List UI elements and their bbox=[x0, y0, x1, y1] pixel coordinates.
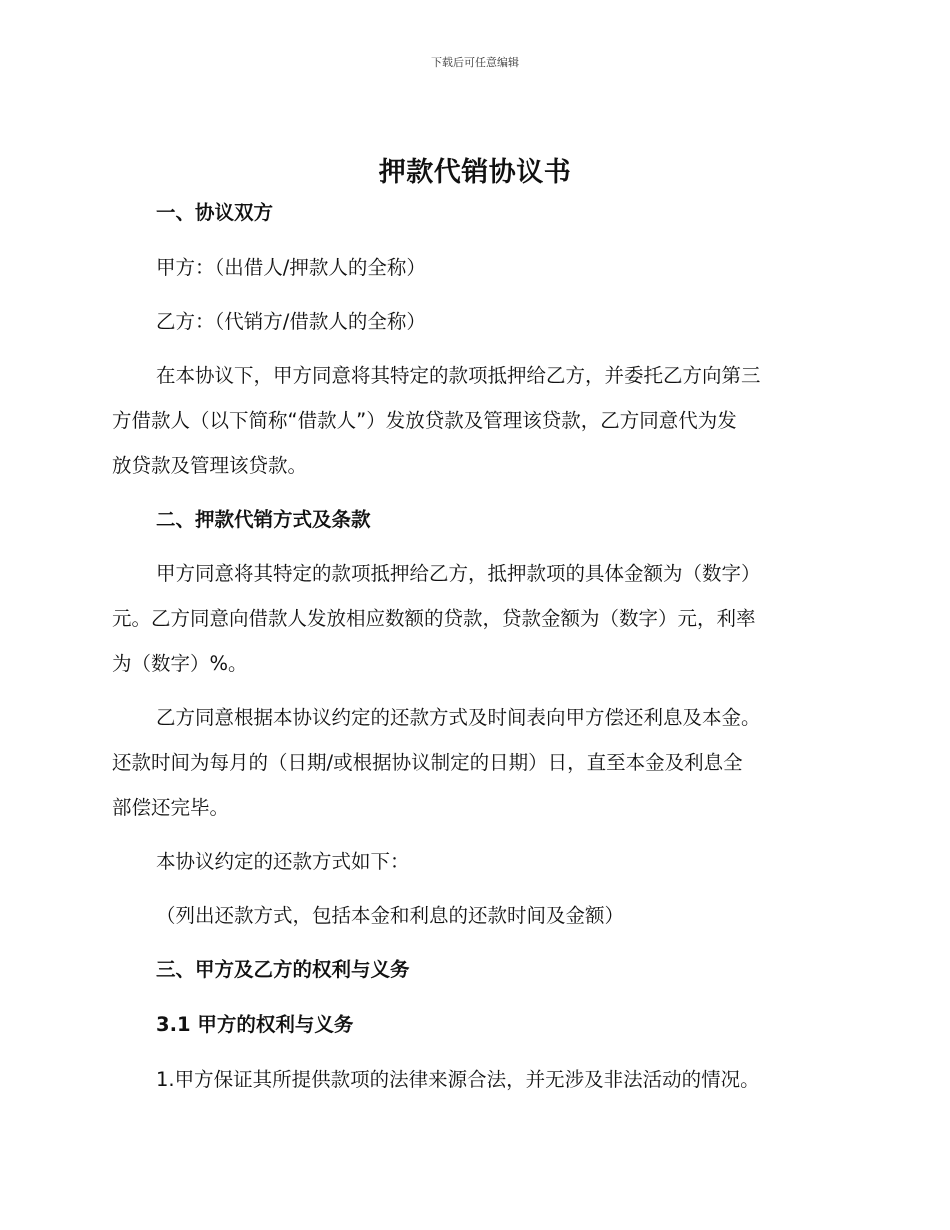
subsection-heading: 3.1 甲方的权利与义务 bbox=[156, 1013, 354, 1036]
section-heading-1: 一、协议双方 bbox=[156, 201, 274, 224]
paragraph-line: 乙方同意根据本协议约定的还款方式及时间表向甲方偿还利息及本金。 bbox=[156, 706, 761, 729]
paragraph-line: 方借款人（以下简称“借款人”）发放贷款及管理该贷款，乙方同意代为发 bbox=[112, 409, 737, 432]
paragraph-line: 甲方同意将其特定的款项抵押给乙方，抵押款项的具体金额为（数字） bbox=[156, 562, 761, 585]
paragraph-line: 部偿还完毕。 bbox=[112, 796, 230, 819]
paragraph-line: 1.甲方保证其所提供款项的法律来源合法，并无涉及非法活动的情况。 bbox=[156, 1068, 760, 1091]
party-b-line: 乙方：（代销方/借款人的全称） bbox=[156, 310, 426, 333]
page-header-note: 下载后可任意编辑 bbox=[431, 56, 519, 69]
paragraph-line: 在本协议下，甲方同意将其特定的款项抵押给乙方，并委托乙方向第三 bbox=[156, 364, 761, 387]
paragraph-line: 放贷款及管理该贷款。 bbox=[112, 454, 308, 477]
paragraph-line: 还款时间为每月的（日期/或根据协议制定的日期）日，直至本金及利息全 bbox=[112, 751, 743, 774]
paragraph-line: （列出还款方式，包括本金和利息的还款时间及金额） bbox=[156, 904, 625, 927]
paragraph-line: 本协议约定的还款方式如下： bbox=[156, 850, 410, 873]
paragraph-line: 为（数字）%。 bbox=[112, 652, 248, 675]
paragraph-line: 元。乙方同意向借款人发放相应数额的贷款，贷款金额为（数字）元，利率 bbox=[112, 607, 756, 630]
section-heading-3: 三、甲方及乙方的权利与义务 bbox=[156, 958, 410, 981]
party-a-line: 甲方：（出借人/押款人的全称） bbox=[156, 256, 426, 279]
section-heading-2: 二、押款代销方式及条款 bbox=[156, 508, 371, 531]
document-title: 押款代销协议书 bbox=[378, 157, 572, 188]
